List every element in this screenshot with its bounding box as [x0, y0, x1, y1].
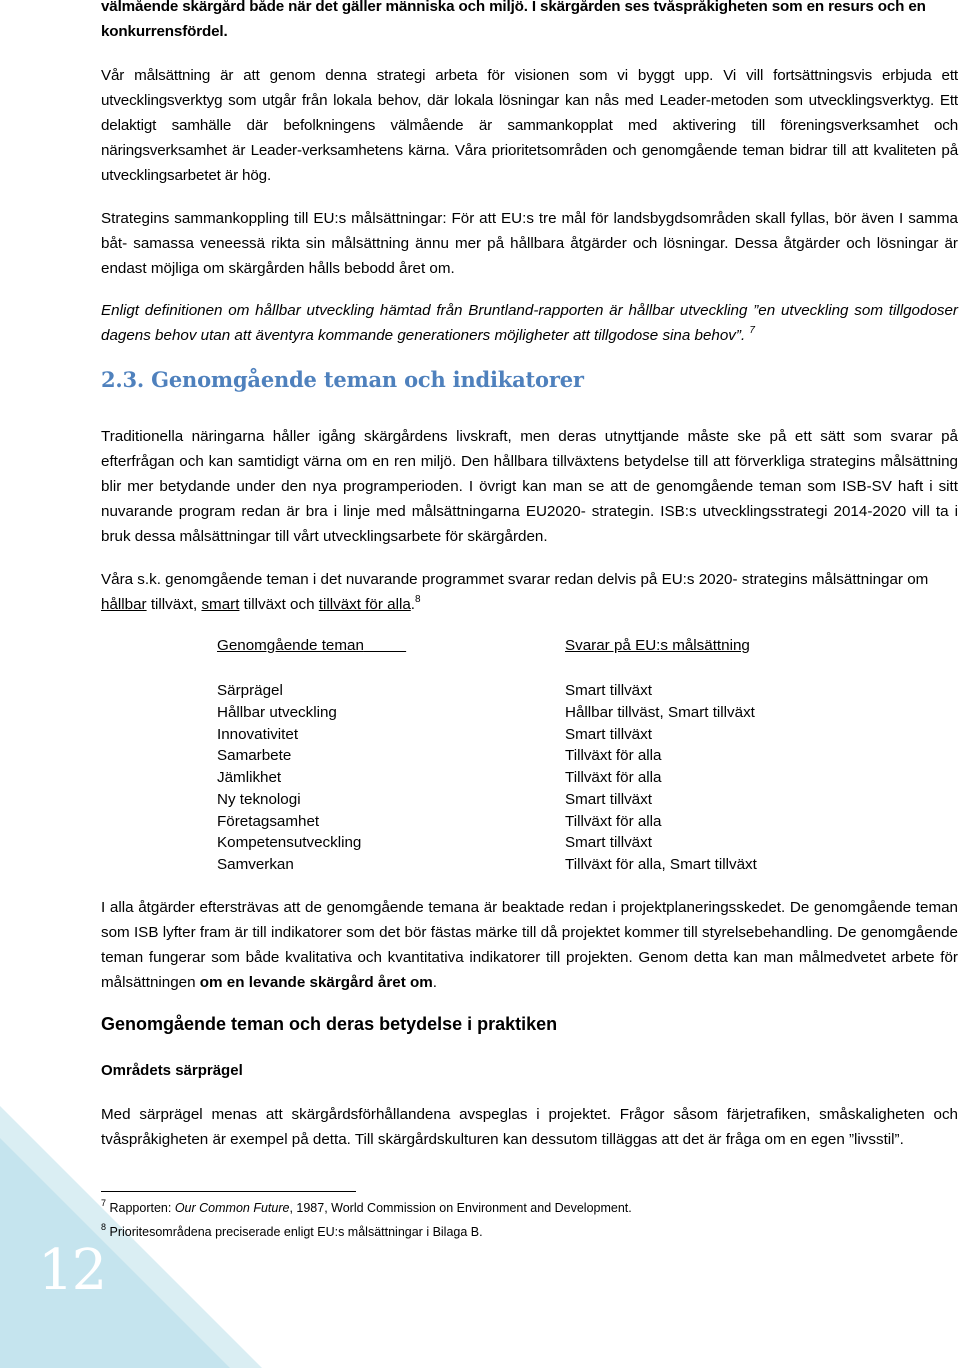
measures-text-end: .	[432, 974, 437, 991]
top-continuation-line-2: konkurrensfördel.	[101, 23, 228, 40]
themes-text-mid1: tillväxt,	[146, 596, 202, 613]
subheading: Genomgående teman och deras betydelse i praktiken	[101, 1014, 558, 1034]
table-cell-theme: Företagsamhet	[217, 812, 320, 830]
section-heading: 2.3. Genomgående teman och indikatorer	[101, 367, 584, 392]
themes-text-end: .	[410, 596, 416, 613]
top-continuation-paragraph	[101, 0, 958, 44]
table-cell-theme: Ny teknologi	[217, 790, 301, 808]
link-hallbar: hållbar	[101, 596, 147, 613]
table-header-answer	[565, 637, 750, 654]
definition-text: Enligt definitionen om hållbar utveckling hämtad från Bruntland-rapporten är hållbar utveckling ”en utveckling som tillgodoser dagens behov utan att äventyra kommande generationers möjligheter att tillgodose sina behov”.	[101, 302, 958, 344]
table-cell-answer: Hållbar tillväst, Smart tillväxt	[565, 703, 755, 721]
table-cell-answer: Tillväxt för alla	[565, 769, 662, 786]
table-cell-answer: Smart tillväxt	[565, 790, 652, 808]
table-cell-theme: Särprägel	[217, 682, 283, 699]
footnote-8-text: Prioritesområdena preciserade enligt EU:s målsättningar i Bilaga B.	[109, 1225, 483, 1239]
table-header-themes	[217, 637, 406, 654]
table-header-answer-label: Svarar på EU:s målsättning	[565, 637, 750, 654]
table-cell-answer: Tillväxt för alla, Smart tillväxt	[565, 856, 757, 873]
tradition-paragraph: Traditionella näringarna håller igång skärgårdens livskraft, men deras utnyttjande måste ske på ett sätt som svarar på efterfrågan och kan samtidigt värna om en ren miljö. Den hållbara tillväxtens betydelse till att förverkliga strategins målsättning blir mer betydande under den nya programperioden. I övrigt kan man se att de genomgående teman som ISB-SV haft i sitt nuvarande program redan är bra i linje med målsättningarna EU2020- strategin. ISB:s utvecklingsstrategi 2014-2020 vill ta i bruk dessa målsättningar till vårt utvecklingsarbete för skärgården.	[101, 428, 958, 545]
footnote-7-text: Rapporten:	[109, 1201, 175, 1215]
footnote-8-number: 8	[101, 1222, 107, 1232]
table-cell-theme: Hållbar utveckling	[217, 703, 337, 721]
table-cell-theme: Kompetensutveckling	[217, 834, 362, 852]
footnote-ref-8: 8	[415, 594, 421, 605]
character-paragraph: Med särprägel menas att skärgårdsförhållandena avspeglas i projektet. Frågor såsom färjetrafiken, småskaligheten och tvåspråkigheten är exempel på detta. Till skärgårdskulturen kan dessutom tilläggas att det är fråga om en egen ”livsstil”.	[101, 1106, 958, 1148]
definition-paragraph	[101, 298, 958, 348]
top-continuation-line-1: välmående skärgård både när det gäller människa och miljö. I skärgården ses tvåspråkigheten som en resurs och en	[101, 0, 926, 15]
table-cell-theme: Samarbete	[217, 747, 292, 765]
table-cell-theme: Jämlikhet	[217, 769, 282, 786]
table-header-themes-pad	[364, 637, 406, 654]
table-header-themes-label: Genomgående teman	[217, 637, 364, 654]
table-cell-answer: Tillväxt för alla	[565, 747, 662, 765]
table-column-themes	[217, 680, 361, 876]
footnote-separator	[101, 1191, 356, 1192]
table-cell-theme: Samverkan	[217, 856, 294, 873]
footnote-7	[101, 1200, 632, 1216]
measures-bold-goal: om en levande skärgård året om	[199, 974, 433, 991]
measures-text: I alla åtgärder eftersträvas att de genomgående temana är beaktade redan i projektplaneringsskedet. De genomgående teman som ISB lyfter fram är till indikatorer som det bör fästas märke till då projektet kommer till styrelsebehandling. De genomgående teman fungerar som både kvalitativa och kvantitativa indikatorer till projekten. Genom detta kan man målmedvetet arbete för målsättningen	[101, 899, 958, 991]
themes-text-mid2: tillväxt och	[239, 596, 319, 613]
corner-triangle-mid	[0, 1138, 230, 1368]
table-cell-answer: Smart tillväxt	[565, 834, 652, 852]
link-smart: smart	[201, 596, 240, 613]
themes-text: Våra s.k. genomgående teman i det nuvarande programmet svarar redan delvis på EU:s 2020- strategins målsättningar om	[101, 571, 929, 588]
goal-paragraph: Vår målsättning är att genom denna strategi arbeta för visionen som vi byggt upp. Vi vill fortsättningsvis erbjuda ett utvecklingsverktyg som utgår från lokala behov, där lokala lösningar kan nås med Leader-metoden som utvecklingsverktyg. Ett delaktigt samhälle där befolkningens välmående är sammankopplat med aktivering till föreningsverksamhet och näringsverksamhet är Leader-verksamhetens kärna. Våra prioritetsområden och genomgående teman bidrar till att kvaliteten på utvecklingsarbetet är hög.	[101, 67, 958, 184]
footnote-7-title: Our Common Future	[174, 1201, 290, 1215]
subsubheading: Områdets särprägel	[101, 1062, 243, 1079]
themes-paragraph	[101, 567, 958, 617]
footnote-8	[101, 1224, 483, 1240]
table-cell-answer: Smart tillväxt	[565, 682, 652, 699]
link-tillvaxt-for-alla: tillväxt för alla	[318, 596, 411, 613]
page-number: 12	[38, 1238, 106, 1303]
footnote-ref-7: 7	[749, 325, 755, 336]
table-cell-answer: Smart tillväxt	[565, 725, 652, 743]
measures-paragraph	[101, 895, 958, 995]
eu-paragraph: Strategins sammankoppling till EU:s målsättningar: För att EU:s tre mål för landsbygdsområden skall fyllas, bör även I samma båt- samassa veneessä rikta sin målsättning ännu mer på hållbara åtgärder och lösningar. Dessa åtgärder och lösningar är endast möjliga om skärgården hålls bebodd året om.	[101, 210, 958, 277]
table-cell-theme: Innovativitet	[217, 725, 299, 743]
footnote-7-text-after: , 1987, World Commission on Environment and Development.	[289, 1201, 632, 1215]
footnote-7-number: 7	[101, 1198, 107, 1208]
table-column-answers	[565, 680, 757, 876]
table-cell-answer: Tillväxt för alla	[565, 812, 662, 830]
